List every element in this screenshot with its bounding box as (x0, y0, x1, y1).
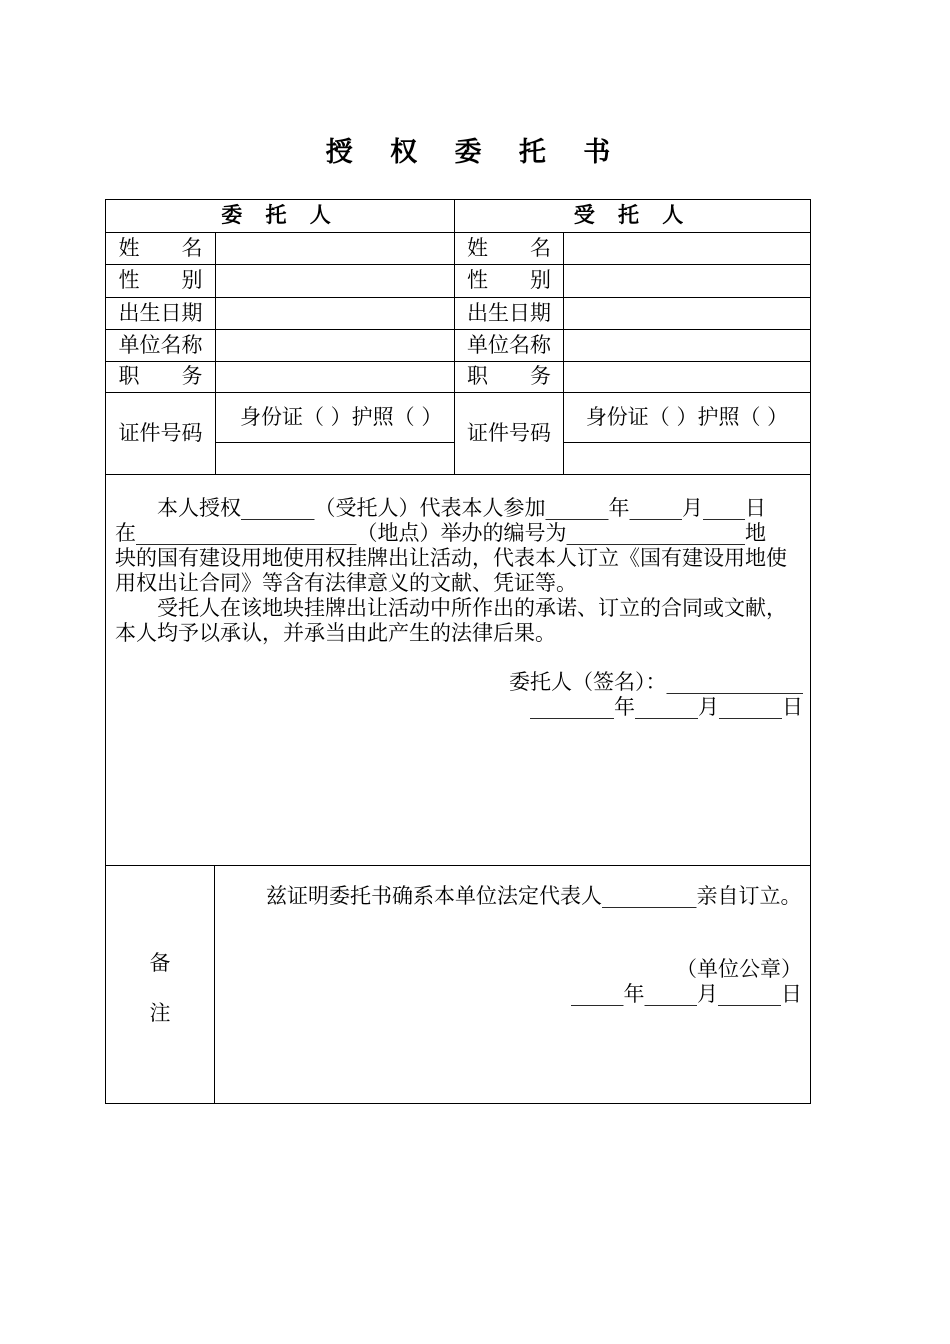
agent-name-field[interactable] (564, 233, 810, 264)
agent-name-label: 姓 名 (467, 235, 551, 260)
remarks-content (224, 884, 802, 1007)
agent-header: 受 托 人 (573, 203, 692, 228)
agent-birth-date-label: 出生日期 (467, 300, 551, 325)
principal-id-number-field[interactable] (216, 443, 454, 474)
principal-name-field[interactable] (216, 233, 454, 264)
agent-gender-field[interactable] (564, 265, 810, 297)
agent-position-field[interactable] (564, 362, 810, 392)
principal-gender-label: 性 别 (118, 268, 203, 293)
document-title: 授 权 委 托 书 (325, 137, 625, 168)
principal-unit-name-field[interactable] (216, 330, 454, 361)
agent-id-number-field[interactable] (564, 443, 810, 474)
authorization-line-4: 受托人在该地块挂牌出让活动中所作出的承诺、订立的合同或文献，本人均予以承认，并承当由此产生的法律后果。 (115, 596, 787, 645)
signature-date[interactable]: ________年______月______日 (530, 695, 803, 719)
principal-id-type[interactable]: 身份证（ ）护照（ ） (240, 404, 443, 429)
principal-id-number-label: 证件号码 (118, 420, 203, 445)
remarks-label (106, 865, 214, 1105)
principal-header: 委 托 人 (221, 203, 339, 228)
agent-birth-date-field[interactable] (564, 298, 810, 329)
agent-unit-name-field[interactable] (564, 330, 810, 361)
principal-position-field[interactable] (216, 362, 454, 392)
principal-name-label: 姓 名 (118, 235, 203, 260)
principal-gender-field[interactable] (216, 265, 454, 297)
agent-position-label: 职 务 (467, 364, 551, 389)
principal-signature[interactable]: 委托人（签名）：_____________ (509, 670, 803, 694)
agent-id-number-label: 证件号码 (467, 420, 551, 445)
unit-seal: （单位公章） (676, 957, 802, 981)
remarks-certification: 兹证明委托书确系本单位法定代表人_________亲自订立。 (266, 884, 802, 908)
agent-unit-name-label: 单位名称 (467, 332, 551, 357)
principal-birth-date-field[interactable] (216, 298, 454, 329)
agent-id-type[interactable]: 身份证（ ）护照（ ） (585, 404, 789, 429)
authorization-line-2: 在_____________________（地点）举办的编号为_________________地 (115, 521, 766, 545)
authorization-statement (115, 496, 803, 720)
principal-birth-date-label: 出生日期 (118, 300, 203, 325)
authorization-line-1: 本人授权_______（受托人）代表本人参加______年_____月____日 (157, 496, 766, 520)
authorization-form (105, 199, 811, 1104)
principal-position-label: 职 务 (118, 364, 203, 389)
remarks-label-top: 备 (149, 951, 171, 975)
remarks-label-bottom: 注 (149, 1001, 171, 1025)
authorization-line-3: 块的国有建设用地使用权挂牌出让活动，代表本人订立《国有建设用地使用权出让合同》等含有法律意义的文献、凭证等。 (115, 546, 787, 595)
principal-unit-name-label: 单位名称 (118, 332, 203, 357)
remarks-date[interactable]: _____年_____月______日 (571, 982, 802, 1006)
agent-gender-label: 性 别 (467, 268, 551, 293)
